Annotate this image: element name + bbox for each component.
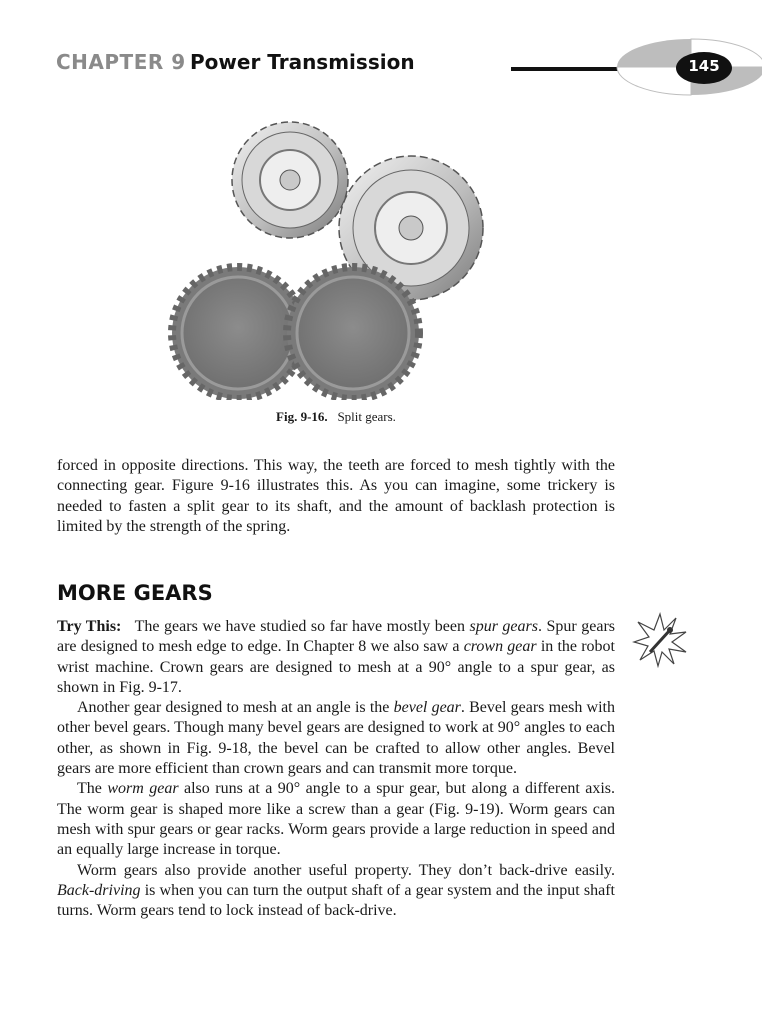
bevel-text-1: Another gear designed to mesh at an angle is the (77, 699, 394, 717)
crown-term: crown gear (463, 638, 537, 656)
spur-text-2: . Spur gears are designed to mesh edge to edge. In Chapter 8 we also saw a (57, 618, 616, 656)
more-gears-body (57, 617, 615, 921)
backdrive-text-2: is when you can turn the output shaft of a gear system and the input shaft turns. Worm gears tend to lock instead of back-drive. (57, 881, 615, 920)
section-heading: MORE GEARS (57, 581, 213, 605)
spur-text-1: The gears we have studied so far have mostly been (134, 618, 470, 635)
worm-text-2: also runs at a 90° angle to a spur gear, but along a different axis. The worm gear is shaped more like a screw than a gear (Fig. 9-19). Worm gears can mesh with spur gears or gear racks. Worm gears provide a large reduction in speed and an equally large increase in torque. (57, 780, 616, 859)
chapter-title: Power Transmission (190, 50, 415, 74)
try-this-icon (632, 612, 688, 668)
split-gears-illustration (168, 100, 508, 400)
paragraph-worm (57, 779, 615, 860)
page-number: 145 (688, 57, 720, 75)
page-number-badge (616, 38, 762, 96)
paragraph-spur (57, 617, 615, 698)
paragraph-backdrive (57, 861, 615, 922)
try-this-label: Try This: (57, 618, 122, 635)
figure-caption (0, 409, 672, 425)
figure-label: Fig. 9-16. (276, 409, 328, 424)
intro-paragraph-block (57, 456, 615, 537)
intro-paragraph: forced in opposite directions. This way, the teeth are forced to mesh tightly with the connecting gear. Figure 9-16 illustrates this. As you can imagine, some trickery is needed to fasten a split gear to its shaft, and the amount of backlash protection is limited by the strength of the spring. (57, 457, 615, 535)
worm-text-1: The (77, 780, 108, 798)
split-gears-figure (168, 100, 508, 400)
page-header (56, 50, 720, 80)
spur-term: spur gears (469, 618, 538, 635)
bevel-text-2: . Bevel gears mesh with other bevel gears. Though many bevel gears are designed to work at 90° angles to each other, as shown in Fig. 9-18, the bevel can be crafted to allow other angles. Bevel gears are more efficient than crown gears and can transmit more torque. (57, 699, 615, 778)
bevel-term: bevel gear (393, 699, 461, 717)
spur-text-3: in the robot wrist machine. Crown gears are designed to mesh at a 90° angle to a spur gear, as shown in Fig. 9-17. (57, 638, 615, 696)
worm-term: worm gear (107, 780, 179, 798)
paragraph-bevel (57, 698, 615, 779)
chapter-label: CHAPTER 9 (56, 50, 186, 74)
backdrive-text-1: Worm gears also provide another useful property. They don’t back-drive easily. (77, 861, 615, 879)
backdrive-term: Back-driving (57, 881, 141, 899)
figure-caption-text: Split gears. (337, 409, 396, 424)
